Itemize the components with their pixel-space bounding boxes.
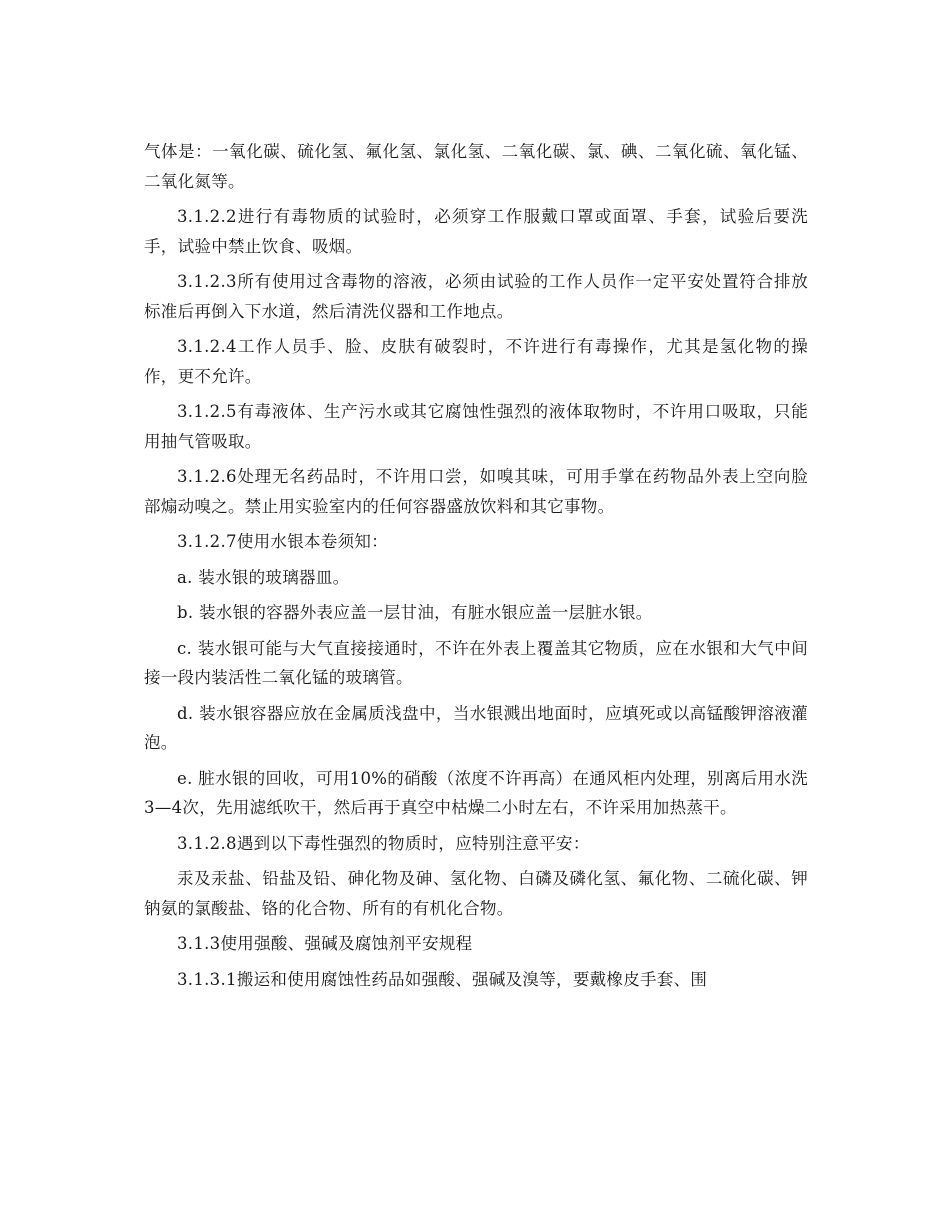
- paragraph-3-1-2-6: 3.1.2.6处理无名药品时，不许用口尝，如嗅其味，可用手掌在药物品外表上空向脸部煽动嗅之。禁止用实验室内的任何容器盛放饮料和其它事物。: [144, 467, 808, 516]
- list-item-a: a. 装水银的玻璃器皿。: [177, 567, 350, 587]
- paragraph-3-1-2-5: 3.1.2.5有毒液体、生产污水或其它腐蚀性强烈的液体取物时，不许用口吸取，只能用抽气管吸取。: [144, 402, 808, 451]
- paragraph-3-1-2-3: 3.1.2.3所有使用过含毒物的溶液，必须由试验的工作人员作一定平安处置符合排放标准后再倒入下水道，然后清洗仪器和工作地点。: [144, 272, 808, 321]
- paragraph-3-1-3-1: 3.1.3.1搬运和使用腐蚀性药品如强酸、强碱及溴等，要戴橡皮手套、围: [177, 969, 708, 989]
- paragraph-3-1-2-4: 3.1.2.4工作人员手、脸、皮肤有破裂时，不许进行有毒操作，尤其是氢化物的操作，更不允许。: [144, 337, 808, 386]
- paragraph-3-1-2-7: 3.1.2.7使用水银本卷须知：: [177, 532, 389, 551]
- paragraph-gas-list: 气体是：一氧化碳、硫化氢、氟化氢、氯化氢、二氧化碳、氯、碘、二氧化硫、氧化锰、二氧化氮等。: [144, 142, 808, 191]
- list-item-b: b. 装水银的容器外表应盖一层甘油，有脏水银应盖一层脏水银。: [177, 603, 653, 622]
- list-item-e: e. 脏水银的回收，可用10%的硝酸（浓度不许再高）在通风柜内处理，别离后用水洗3—4次，先用滤纸吹干，然后再于真空中枯燥二小时左右，不许采用加热蒸干。: [144, 768, 808, 817]
- paragraph-toxic-substances: 汞及汞盐、铅盐及铅、砷化物及砷、氢化物、白磷及磷化氢、氟化物、二硫化碳、钾钠氨的氯酸盐、铬的化合物、所有的有机化合物。: [144, 869, 808, 918]
- document-body: [144, 137, 808, 1000]
- section-heading-3-1-3: 3.1.3使用强酸、强碱及腐蚀剂平安规程: [177, 934, 473, 953]
- list-item-c: c. 装水银可能与大气直接接通时，不许在外表上覆盖其它物质，应在水银和大气中间接一段内装活性二氧化锰的玻璃管。: [144, 638, 808, 687]
- paragraph-3-1-2-2: 3.1.2.2进行有毒物质的试验时，必须穿工作服戴口罩或面罩、手套，试验后要洗手，试验中禁止饮食、吸烟。: [144, 207, 808, 256]
- list-item-d: d. 装水银容器应放在金属质浅盘中，当水银溅出地面时，应填死或以高锰酸钾溶液灌泡。: [144, 703, 808, 752]
- paragraph-3-1-2-8: 3.1.2.8遇到以下毒性强烈的物质时，应特别注意平安：: [177, 833, 590, 853]
